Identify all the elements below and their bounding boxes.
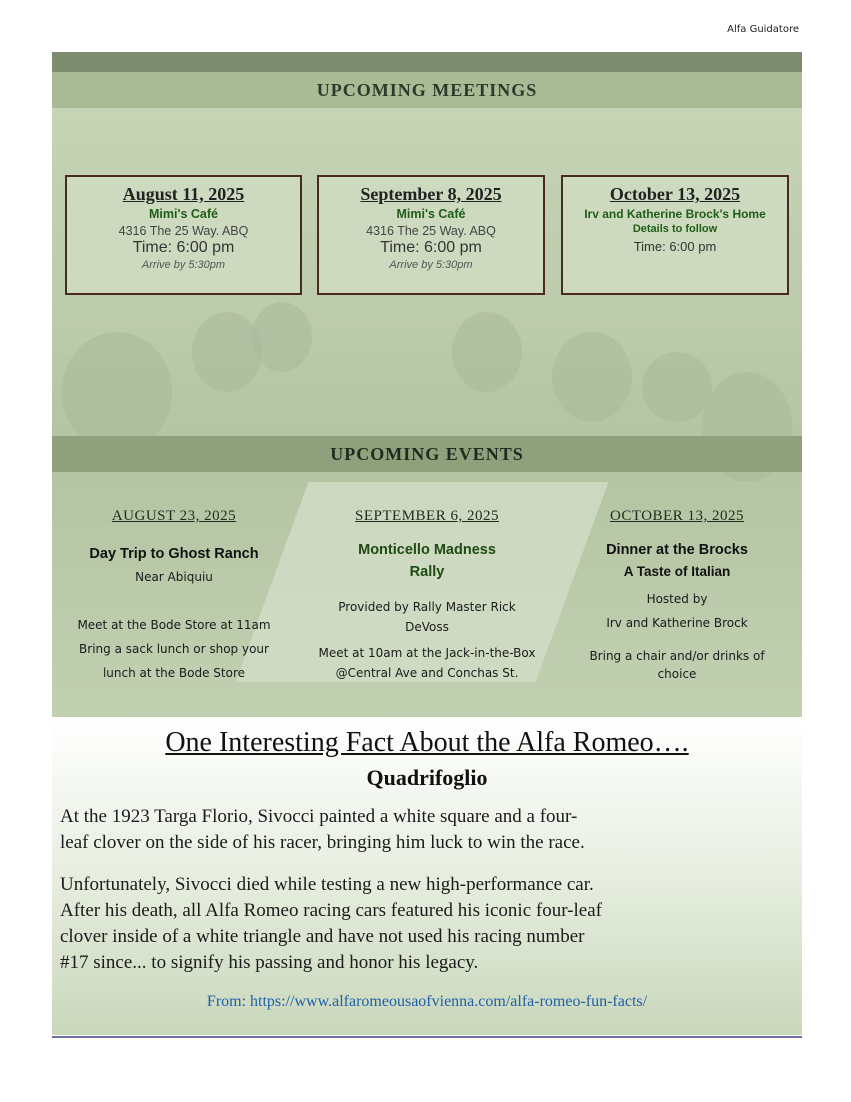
meeting-time: Time: 6:00 pm: [380, 239, 482, 256]
event-date: AUGUST 23, 2025: [111, 508, 237, 524]
event-detail: choice: [657, 667, 697, 681]
event-title-line2: Rally: [409, 564, 445, 580]
fact-source-link[interactable]: From: https://www.alfaromeousaofvienna.com/alfa-romeo-fun-facts/: [206, 993, 648, 1010]
background-photo-figure: [62, 332, 172, 452]
event-column: [557, 508, 797, 683]
event-subtitle: A Taste of Italian: [623, 564, 731, 579]
meeting-date: October 13, 2025: [609, 184, 741, 204]
event-title: Dinner at the Brocks: [606, 542, 748, 558]
event-date: SEPTEMBER 6, 2025: [355, 508, 499, 524]
event-subtitle: Near Abiquiu: [135, 570, 213, 584]
upcoming-meetings-heading: UPCOMING MEETINGS: [52, 72, 802, 108]
upcoming-events-heading: UPCOMING EVENTS: [52, 436, 802, 472]
background-photo-figure: [192, 312, 262, 392]
event-detail: Provided by Rally Master Rick: [338, 600, 516, 614]
meeting-card: [317, 175, 545, 295]
fact-paragraph: [60, 804, 790, 856]
fact-subheading: Quadrifoglio: [366, 765, 488, 790]
fact-section: [52, 717, 802, 1035]
meeting-place: Mimi's Café: [149, 207, 218, 221]
meeting-arrive-note: Arrive by 5:30pm: [141, 259, 226, 271]
meeting-card: [65, 175, 302, 295]
fact-heading: One Interesting Fact About the Alfa Romeo….: [165, 727, 689, 758]
event-detail: Meet at the Bode Store at 11am: [77, 618, 271, 632]
event-column: [307, 508, 547, 683]
meeting-date: September 8, 2025: [360, 184, 502, 204]
meeting-place: Mimi's Café: [396, 207, 466, 221]
background-photo-figure: [642, 352, 712, 422]
fact-line: At the 1923 Targa Florio, Sivocci painted a white square and a four-: [60, 806, 578, 827]
event-date: OCTOBER 13, 2025: [610, 508, 744, 524]
meeting-date: August 11, 2025: [122, 184, 245, 204]
event-detail: Meet at 10am at the Jack-in-the-Box: [318, 646, 536, 660]
event-title: Monticello Madness: [358, 542, 496, 558]
bottom-divider: [52, 1036, 802, 1038]
event-column: [54, 508, 294, 685]
fact-line: clover inside of a white triangle and have not used his racing number: [60, 926, 585, 947]
event-title: Day Trip to Ghost Ranch: [89, 546, 259, 562]
event-detail: DeVoss: [405, 620, 449, 634]
fact-line: leaf clover on the side of his racer, bringing him luck to win the race.: [60, 832, 585, 853]
meeting-time: Time: 6:00 pm: [633, 239, 717, 254]
meeting-arrive-note: Arrive by 5:30pm: [389, 259, 473, 271]
fact-line: Unfortunately, Sivocci died while testing a new high-performance car.: [60, 874, 594, 895]
background-photo-figure: [452, 312, 522, 392]
event-detail: Bring a sack lunch or shop your: [79, 642, 269, 656]
fact-line: #17 since... to signify his passing and honor his legacy.: [60, 952, 479, 973]
newsletter-title: Alfa Guidatore: [727, 24, 799, 35]
event-detail: Bring a chair and/or drinks of: [589, 649, 765, 663]
meeting-time: Time: 6:00 pm: [132, 239, 235, 256]
fact-paragraph: [60, 872, 790, 976]
meeting-place: Irv and Katherine Brock's Home: [584, 207, 766, 221]
event-detail: Irv and Katherine Brock: [606, 616, 748, 630]
background-photo-figure: [552, 332, 632, 422]
background-photo-figure: [252, 302, 312, 372]
fact-line: After his death, all Alfa Romeo racing cars featured his iconic four-leaf: [60, 900, 602, 921]
event-detail: lunch at the Bode Store: [102, 666, 246, 680]
event-detail: Hosted by: [646, 592, 708, 606]
meeting-card: [561, 175, 789, 295]
upcoming-panel: [52, 52, 802, 717]
panel-top-bar: [52, 52, 802, 72]
event-detail: @Central Ave and Conchas St.: [335, 666, 519, 680]
meeting-details: Details to follow: [632, 223, 718, 235]
meeting-address: 4316 The 25 Way. ABQ: [366, 224, 496, 238]
meeting-address: 4316 The 25 Way. ABQ: [118, 224, 249, 238]
